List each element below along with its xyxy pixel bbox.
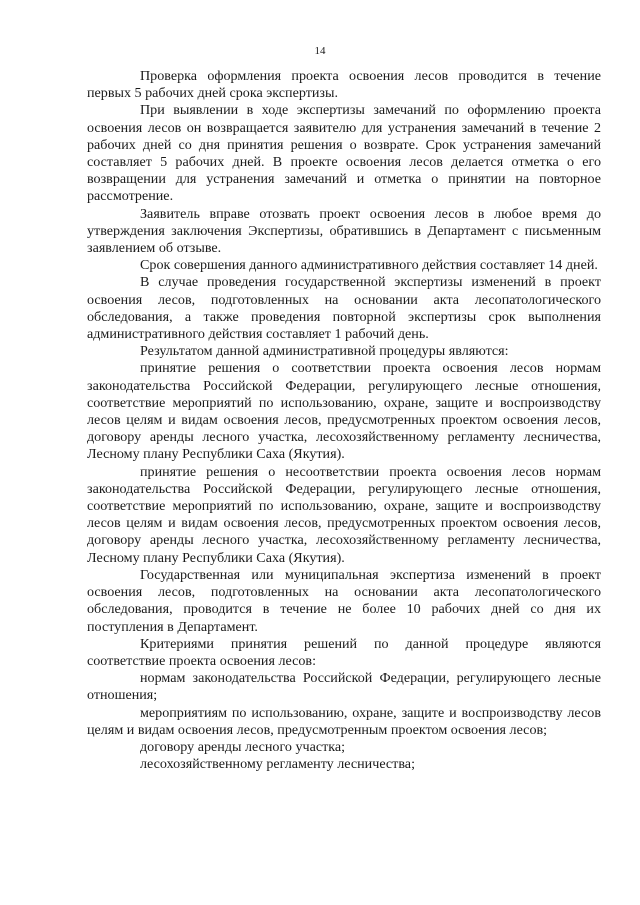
paragraph-format-check: Проверка оформления проекта освоения лесов проводится в течение первых 5 рабочих дней срока экспертизы. — [87, 68, 601, 102]
paragraph-result-compliance: принятие решения о соответствии проекта освоения лесов нормам законодательства Российской Федерации, регулирующего лесные отношения, соответствие мероприятий по использованию, охране, защите и воспроизводству лесов целям и видам освоения лесов, предусмотренных проектом освоения лесов, договору аренды лесного участка, лесохозяйственному регламенту лесничества, Лесному плану Республики Саха (Якутия). — [87, 360, 601, 463]
list-item-legislation: нормам законодательства Российской Федерации, регулирующего лесные отношения; — [87, 670, 601, 704]
list-item-forestry-regulation: лесохозяйственному регламенту лесничества; — [140, 756, 415, 773]
paragraph-criteria-intro: Критериями принятия решений по данной процедуре являются соответствие проекта освоения лесов: — [87, 635, 601, 669]
paragraph-withdrawal: Заявитель вправе отозвать проект освоения лесов в любое время до утверждения заключения Экспертизы, обратившись в Департамент с письменным заявлением об отзыве. — [87, 205, 601, 257]
paragraph-results-intro: Результатом данной административной процедуры являются: — [140, 343, 509, 360]
document-body — [87, 68, 601, 773]
paragraph-state-municipal-expertise: Государственная или муниципальная экспертиза изменений в проект освоения лесов, подготовленных на основании акта лесопатологического обследования, проводится в течение не более 10 рабочих дней со дня их поступления в Департамент. — [87, 566, 601, 635]
paragraph-changes-expertise: В случае проведения государственной экспертизы изменений в проект освоения лесов, подготовленных на основании акта лесопатологического обследования, а также проведения повторной экспертизы срок выполнения административного действия составляет 1 рабочий день. — [87, 274, 601, 343]
page-number: 14 — [314, 45, 326, 57]
paragraph-result-noncompliance: принятие решения о несоответствии проекта освоения лесов нормам законодательства Российской Федерации, регулирующего лесные отношения, соответствие мероприятий по использованию, охране, защите и воспроизводству лесов целям и видам освоения лесов, предусмотренных проектом освоения лесов, договору аренды лесного участка, лесохозяйственному регламенту лесничества, Лесному плану Республики Саха (Якутия). — [87, 463, 601, 566]
paragraph-remarks-return: При выявлении в ходе экспертизы замечаний по оформлению проекта освоения лесов он возвращается заявителю для устранения замечаний в течение 2 рабочих дней со дня принятия решения о возврате. Срок устранения замечаний составляет 5 рабочих дней. В проекте освоения лесов делается отметка о его возвращении для устранения замечаний и отметка о принятии на повторное рассмотрение. — [87, 102, 601, 205]
paragraph-action-term: Срок совершения данного административного действия составляет 14 дней. — [140, 257, 598, 274]
list-item-measures: мероприятиям по использованию, охране, защите и воспроизводству лесов целям и видам освоения лесов, предусмотренным проектом освоения лесов; — [87, 704, 601, 738]
list-item-lease-agreement: договору аренды лесного участка; — [140, 738, 346, 755]
